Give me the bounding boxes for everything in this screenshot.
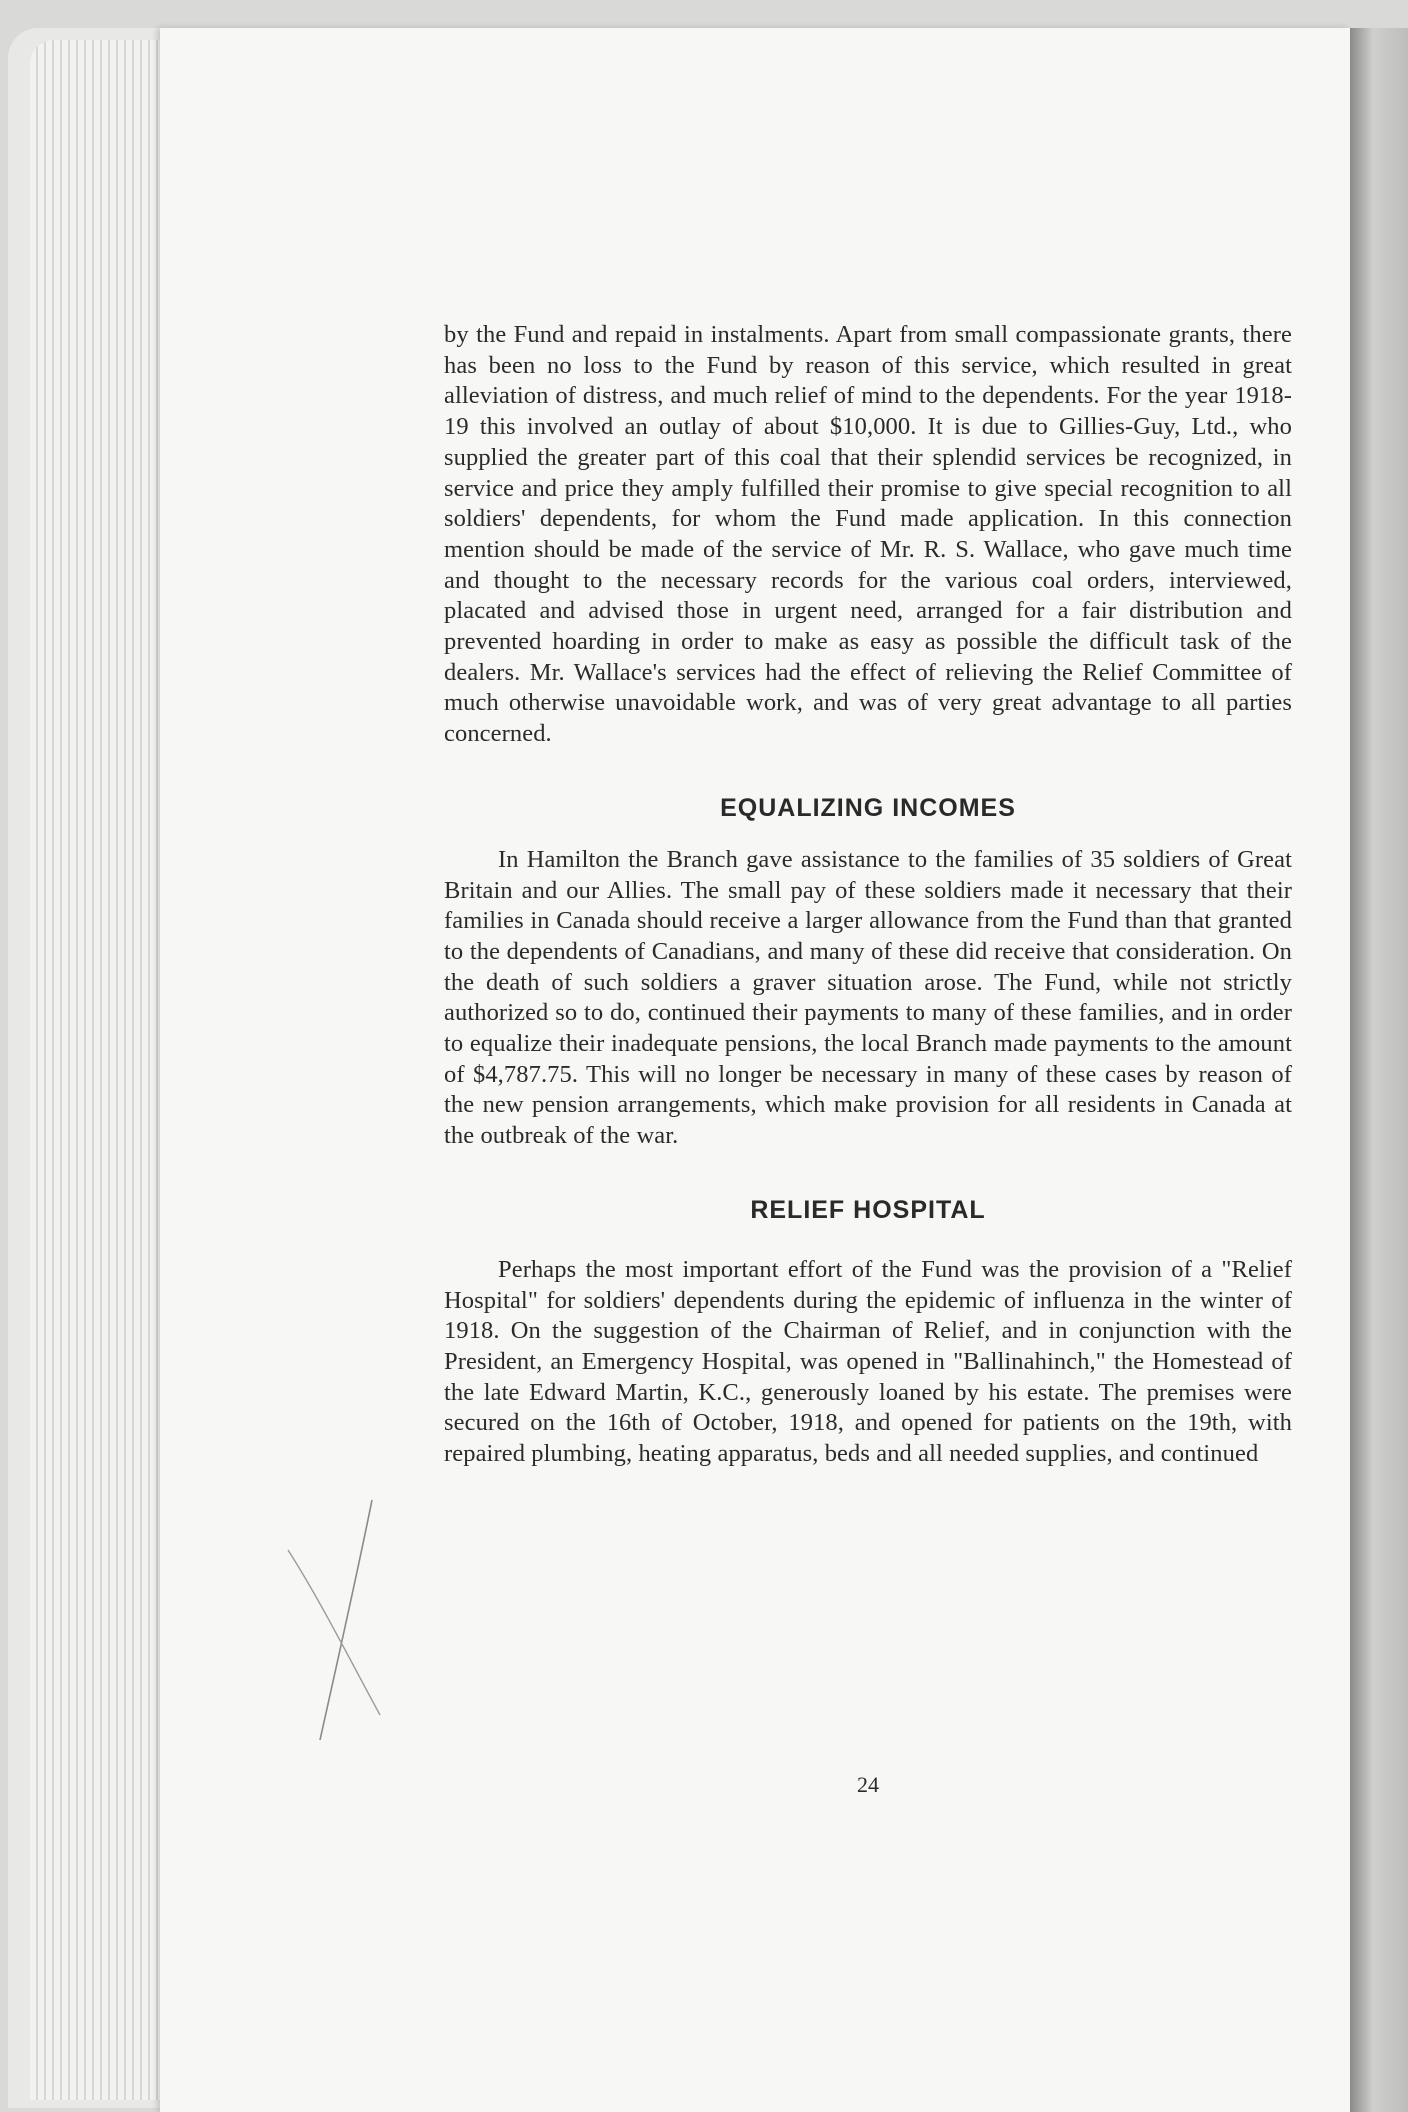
page-number: 24	[857, 1772, 879, 1797]
heading-relief-hospital: RELIEF HOSPITAL	[750, 1195, 986, 1224]
page-text	[444, 320, 1292, 1470]
paragraph-relief-hospital: Perhaps the most important effort of the Fund was the provision of a "Relief Hospital" for soldiers' dependents during the epidemic of influenza in the winter of 1918. On the suggestion of the Chairman of Relief, and in conjunction with the President, an Emergency Hospital, was opened in "Ballinahinch," the Homestead of the late Edward Martin, K.C., generously loaned by his estate. The premises were secured on the 16th of October, 1918, and opened for patients on the 19th, with repaired plumbing, heating apparatus, beds and all needed supplies, and continued	[444, 1255, 1292, 1468]
page-edges	[30, 40, 170, 2100]
paragraph-coal-service: by the Fund and repaid in instalments. Apart from small compassionate grants, there has been no loss to the Fund by reason of this service, which resulted in great alleviation of distress, and much relief of mind to the dependents. For the year 1918-19 this involved an outlay of about $10,000. It is due to Gillies-Guy, Ltd., who supplied the greater part of this coal that their splendid services be recognized, in service and price they amply fulfilled their promise to give special recognition to all soldiers' dependents, for whom the Fund made application. In this connection mention should be made of the service of Mr. R. S. Wallace, who gave much time and thought to the necessary records for the various coal orders, interviewed, placated and advised those in urgent need, arranged for a fair distribution and prevented hoarding in order to make as easy as possible the difficult task of the dealers. Mr. Wallace's services had the effect of relieving the Relief Committee of much otherwise unavoidable work, and was of very great advantage to all parties concerned.	[444, 321, 1292, 748]
heading-equalizing-incomes: EQUALIZING INCOMES	[720, 793, 1016, 822]
pencil-x-mark	[280, 1490, 400, 1750]
paragraph-equalizing-incomes: In Hamilton the Branch gave assistance to the families of 35 soldiers of Great Britain and our Allies. The small pay of these soldiers made it necessary that their families in Canada should receive a larger allowance from the Fund than that granted to the dependents of Canadians, and many of these did receive that consideration. On the death of such soldiers a graver situation arose. The Fund, while not strictly authorized so to do, continued their payments to many of these families, and in order to equalize their inadequate pensions, the local Branch made payments to the amount of $4,787.75. This will no longer be necessary in many of these cases by reason of the new pension arrangements, which make provision for all residents in Canada at the outbreak of the war.	[444, 845, 1292, 1150]
spine-shadow	[1350, 28, 1408, 2112]
